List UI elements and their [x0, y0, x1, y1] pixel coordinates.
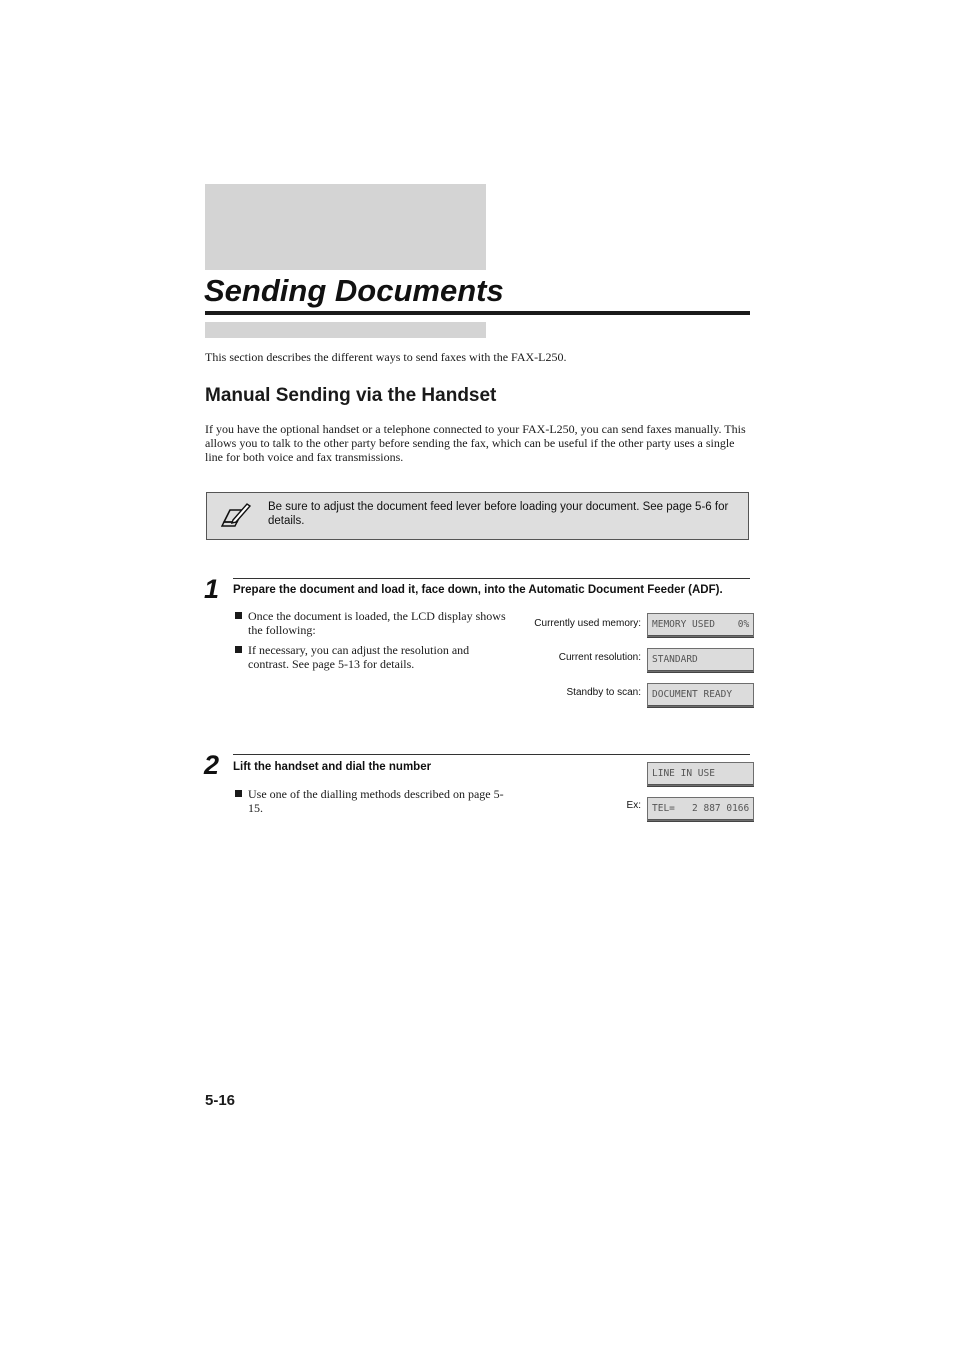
- lcd-label-resolution: Current resolution:: [558, 652, 641, 663]
- lcd-display-memory: MEMORY USED 0%: [647, 613, 754, 637]
- page-number: 5-16: [205, 1092, 236, 1109]
- lcd-display-standby: DOCUMENT READY: [647, 683, 754, 707]
- title-rule: [205, 311, 750, 315]
- step-2-rule: [233, 754, 750, 755]
- page-title: Sending Documents: [204, 273, 504, 308]
- lcd-display-tel: TEL= 2 887 0166: [647, 797, 754, 821]
- step-1-bullet: [234, 643, 508, 671]
- lcd-label-example: Ex:: [626, 800, 641, 811]
- subheader-shade-block: [205, 322, 486, 338]
- step-1-title: Prepare the document and load it, face down, into the Automatic Document Feeder (ADF).: [233, 584, 723, 596]
- lcd-display-line-in-use: LINE IN USE: [647, 762, 754, 786]
- lcd-display-resolution: STANDARD: [647, 648, 754, 672]
- section-body: If you have the optional handset or a telephone connected to your FAX-L250, you can send faxes manually. This allows you to talk to the other party before sending the fax, which can be useful if the other party uses a single line for both voice and fax transmissions.: [205, 422, 746, 464]
- bullet-text: Once the document is loaded, the LCD display shows the following:: [248, 609, 506, 637]
- header-shade-block: [205, 184, 486, 270]
- section-heading: Manual Sending via the Handset: [205, 385, 497, 406]
- step-1-bullet: [234, 609, 508, 637]
- bullet-square-icon: [235, 790, 242, 797]
- bullet-square-icon: [235, 612, 242, 619]
- lcd-label-memory: Currently used memory:: [534, 618, 641, 629]
- step-2-bullet: [234, 787, 508, 815]
- intro-text: This section describes the different ways to send faxes with the FAX-L250.: [205, 350, 567, 364]
- bullet-text: Use one of the dialling methods described on page 5-15.: [248, 787, 504, 815]
- lcd-label-standby: Standby to scan:: [566, 687, 641, 698]
- bullet-text: If necessary, you can adjust the resolution and contrast. See page 5-13 for details.: [248, 643, 470, 671]
- step-1-number: 1: [204, 574, 220, 604]
- note-pencil-icon: [221, 502, 253, 530]
- note-box: [206, 492, 749, 540]
- bullet-square-icon: [235, 646, 242, 653]
- note-text: Be sure to adjust the document feed lever before loading your document. See page 5-6 for details.: [268, 501, 729, 527]
- step-2-number: 2: [204, 750, 220, 780]
- step-1-rule: [233, 578, 750, 579]
- step-2-title: Lift the handset and dial the number: [233, 761, 432, 773]
